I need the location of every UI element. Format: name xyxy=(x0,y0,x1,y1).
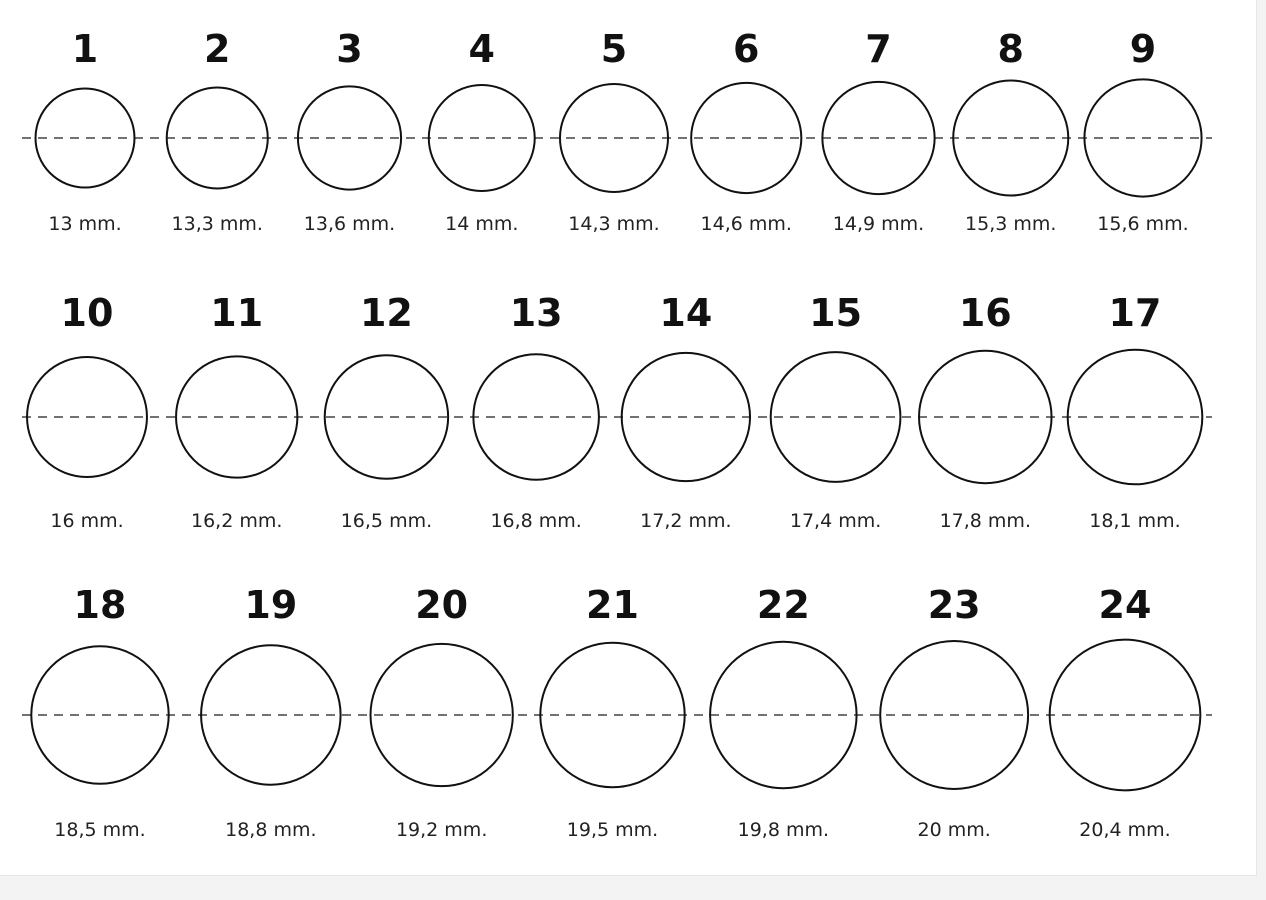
ring-diameter-label: 16,2 mm. xyxy=(191,510,283,532)
ring-size-number: 17 xyxy=(1108,291,1162,335)
ring-size-number: 6 xyxy=(733,27,760,71)
ring-size-number: 12 xyxy=(359,291,413,335)
ring-size-number: 10 xyxy=(60,291,114,335)
ring-size-number: 5 xyxy=(600,27,628,71)
ring-circle xyxy=(31,646,168,783)
ring-diameter-label: 14 mm. xyxy=(445,213,519,235)
ring-diameter-label: 13,6 mm. xyxy=(303,213,396,235)
ring-diameter-label: 19,2 mm. xyxy=(395,819,488,841)
ring-size-number: 22 xyxy=(756,583,810,627)
ring-size-number: 21 xyxy=(586,583,639,627)
ring-diameter-label: 18,5 mm. xyxy=(54,819,146,841)
ring-size-number: 7 xyxy=(865,27,892,71)
ring-size-number: 24 xyxy=(1098,583,1152,627)
ring-size-number: 4 xyxy=(468,27,495,71)
ring-diameter-label: 19,5 mm. xyxy=(566,819,659,841)
ring-diameter-label: 15,3 mm. xyxy=(965,213,1057,235)
ring-size-number: 1 xyxy=(71,27,99,71)
ring-size-number: 11 xyxy=(210,291,264,335)
ring-diameter-label: 18,8 mm. xyxy=(225,819,317,841)
ring-diameter-label: 16,5 mm. xyxy=(340,510,433,532)
ring-size-number: 23 xyxy=(927,583,981,627)
ring-diameter-label: 13,3 mm. xyxy=(171,213,263,235)
ring-diameter-label: 19,8 mm. xyxy=(737,819,830,841)
ring-diameter-label: 20 mm. xyxy=(917,819,991,841)
ring-size-number: 18 xyxy=(73,583,127,627)
ring-size-number: 19 xyxy=(244,583,298,627)
ring-diameter-label: 17,2 mm. xyxy=(640,510,732,532)
ring-size-number: 15 xyxy=(809,291,863,335)
ring-diameter-label: 14,9 mm. xyxy=(832,213,925,235)
ring-diameter-label: 18,1 mm. xyxy=(1089,510,1181,532)
ring-diameter-label: 16 mm. xyxy=(50,510,124,532)
ring-size-number: 20 xyxy=(415,583,469,627)
ring-diameter-label: 13 mm. xyxy=(48,213,122,235)
ring-size-number: 2 xyxy=(204,27,231,71)
ring-diameter-label: 16,8 mm. xyxy=(490,510,582,532)
ring-size-number: 3 xyxy=(336,27,363,71)
ring-size-number: 9 xyxy=(1129,27,1157,71)
ring-diameter-label: 17,8 mm. xyxy=(939,510,1031,532)
ring-size-number: 16 xyxy=(958,291,1012,335)
ring-diameter-label: 20,4 mm. xyxy=(1079,819,1171,841)
ring-diameter-label: 14,6 mm. xyxy=(700,213,792,235)
ring-diameter-label: 15,6 mm. xyxy=(1097,213,1189,235)
ring-size-number: 13 xyxy=(509,291,563,335)
ring-diameter-label: 14,3 mm. xyxy=(568,213,660,235)
ring-diameter-label: 17,4 mm. xyxy=(789,510,882,532)
ring-size-number: 14 xyxy=(659,291,713,335)
ring-size-number: 8 xyxy=(997,27,1024,71)
